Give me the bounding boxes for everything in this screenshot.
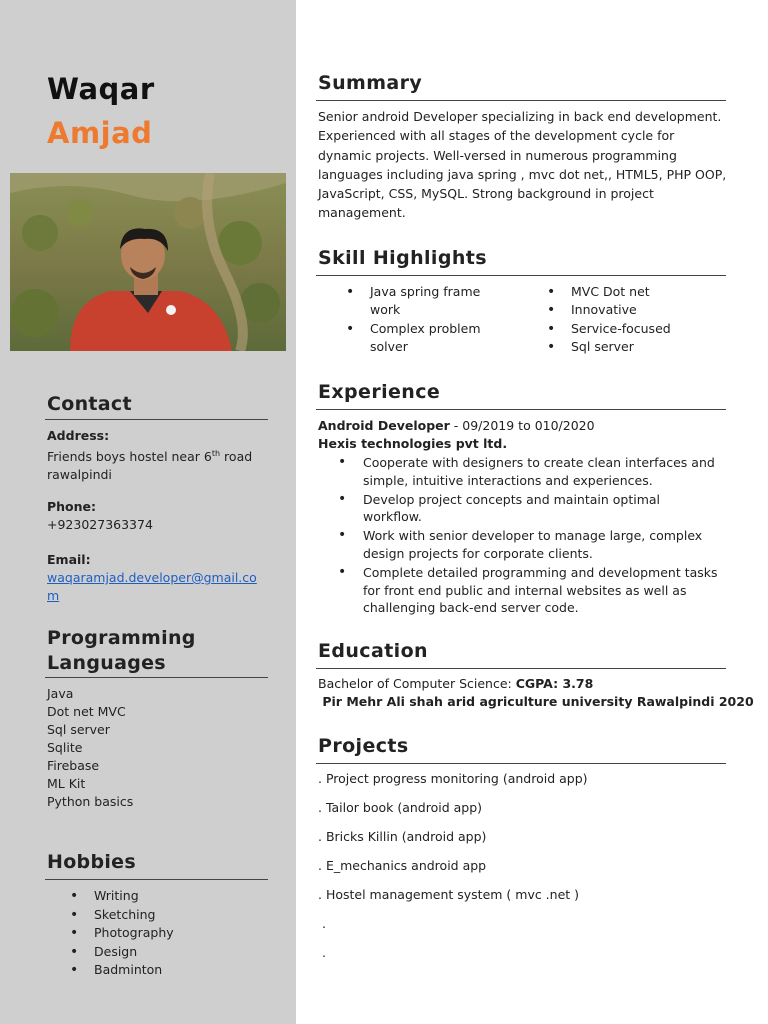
language-item: Dot net MVC (47, 704, 126, 719)
phone-label: Phone: (47, 499, 97, 514)
email-link[interactable]: waqaramjad.developer@gmail.com (47, 570, 257, 603)
address-sup: th (211, 449, 221, 458)
main-content (296, 0, 768, 1024)
language-item: Sql server (47, 722, 110, 737)
skill-item: • Java spring frame work (346, 283, 481, 320)
experience-bullet: • Complete detailed programming and development tasks for front end public and internal websites as well as challenging back-end server code. (338, 564, 723, 617)
experience-bullet: • Cooperate with designers to create clean interfaces and simple, intuitive interactions and experiences. (338, 454, 723, 490)
degree: Bachelor of Computer Science: (318, 676, 516, 691)
projects-rule (316, 763, 726, 764)
education-heading: Education (318, 640, 428, 662)
education-text (318, 675, 754, 711)
job-dates: - 09/2019 to 010/2020 (449, 418, 595, 433)
project-item: . Project progress monitoring (android app) (318, 771, 588, 786)
hobby-item: • Writing (70, 887, 174, 906)
project-item: . Tailor book (android app) (318, 800, 483, 815)
experience-bullet: • Develop project concepts and maintain optimal workflow. (338, 491, 723, 527)
skill-item: • Innovative (547, 301, 671, 319)
project-item: . Hostel management system ( mvc .net ) (318, 887, 580, 902)
programming-heading-line2: Languages (47, 652, 166, 674)
programming-heading-line1: Programming (47, 627, 196, 649)
contact-heading: Contact (47, 393, 132, 415)
hobbies-list (70, 887, 174, 980)
language-item: Sqlite (47, 740, 83, 755)
experience-bullets (338, 454, 723, 618)
project-item: . (318, 916, 326, 931)
programming-list (47, 685, 133, 811)
address-label: Address: (47, 428, 110, 443)
hobby-item: • Sketching (70, 906, 174, 925)
hobbies-heading: Hobbies (47, 851, 136, 873)
skills-rule (316, 275, 726, 276)
summary-line: JavaScript, CSS, MySQL. Strong background in project (318, 186, 654, 202)
skill-item: • MVC Dot net (547, 283, 671, 301)
skill-item: • Sql server (547, 338, 671, 356)
experience-heading: Experience (318, 381, 441, 403)
skill-item: • Service-focused (547, 320, 671, 338)
project-item: . E_mechanics android app (318, 858, 487, 873)
job-title: Android Developer (318, 418, 450, 433)
language-item: Python basics (47, 794, 134, 809)
address-line1: Friends boys hostel near 6 (47, 449, 212, 465)
hobby-item: • Badminton (70, 961, 174, 980)
first-name: Waqar (47, 72, 155, 106)
language-item: Firebase (47, 758, 100, 773)
hobbies-rule (45, 879, 268, 880)
company-name: Hexis technologies pvt ltd. (318, 436, 508, 451)
programming-heading (47, 626, 196, 676)
skills-right-list (547, 283, 671, 356)
projects-heading: Projects (318, 735, 409, 757)
experience-title (318, 417, 730, 453)
phone-block (47, 498, 153, 534)
summary-rule (316, 100, 726, 101)
language-item: Java (47, 686, 74, 701)
hobby-item: • Design (70, 943, 174, 962)
skill-item: • Complex problem solver (346, 320, 481, 357)
skills-heading: Skill Highlights (318, 247, 487, 269)
summary-line: Senior android Developer specializing in back end development. (318, 109, 722, 124)
experience-rule (316, 409, 726, 410)
experience-bullet: • Work with senior developer to manage large, complex design projects for corporate clients. (338, 527, 723, 563)
summary-text (318, 107, 730, 223)
skills-left-list (346, 283, 481, 356)
address-line2: rawalpindi (47, 467, 112, 483)
profile-photo (10, 173, 286, 351)
last-name: Amjad (47, 116, 153, 150)
phone-value: +923027363374 (47, 517, 153, 532)
project-item: . (318, 945, 326, 960)
hobby-item: • Photography (70, 924, 174, 943)
summary-line: languages including java spring , mvc dot net,, HTML5, PHP OOP, (318, 166, 727, 182)
address-line1-end: road (220, 449, 253, 465)
summary-line: dynamic projects. Well-versed in numerous programming (318, 147, 677, 163)
contact-rule (45, 419, 268, 420)
project-item: . Bricks Killin (android app) (318, 829, 487, 844)
programming-rule (45, 677, 268, 678)
summary-line: Experienced with all stages of the development cycle for (318, 128, 675, 144)
sidebar (0, 0, 296, 1024)
language-item: ML Kit (47, 776, 86, 791)
email-label: Email: (47, 552, 91, 567)
education-rule (316, 668, 726, 669)
profile-photo-image (10, 173, 286, 351)
university: Pir Mehr Ali shah arid agriculture university Rawalpindi 2020 (318, 694, 754, 709)
cgpa: CGPA: 3.78 (515, 676, 594, 691)
address-block (47, 427, 252, 484)
summary-line: management. (318, 205, 406, 221)
summary-heading: Summary (318, 72, 423, 94)
email-block (47, 551, 262, 605)
